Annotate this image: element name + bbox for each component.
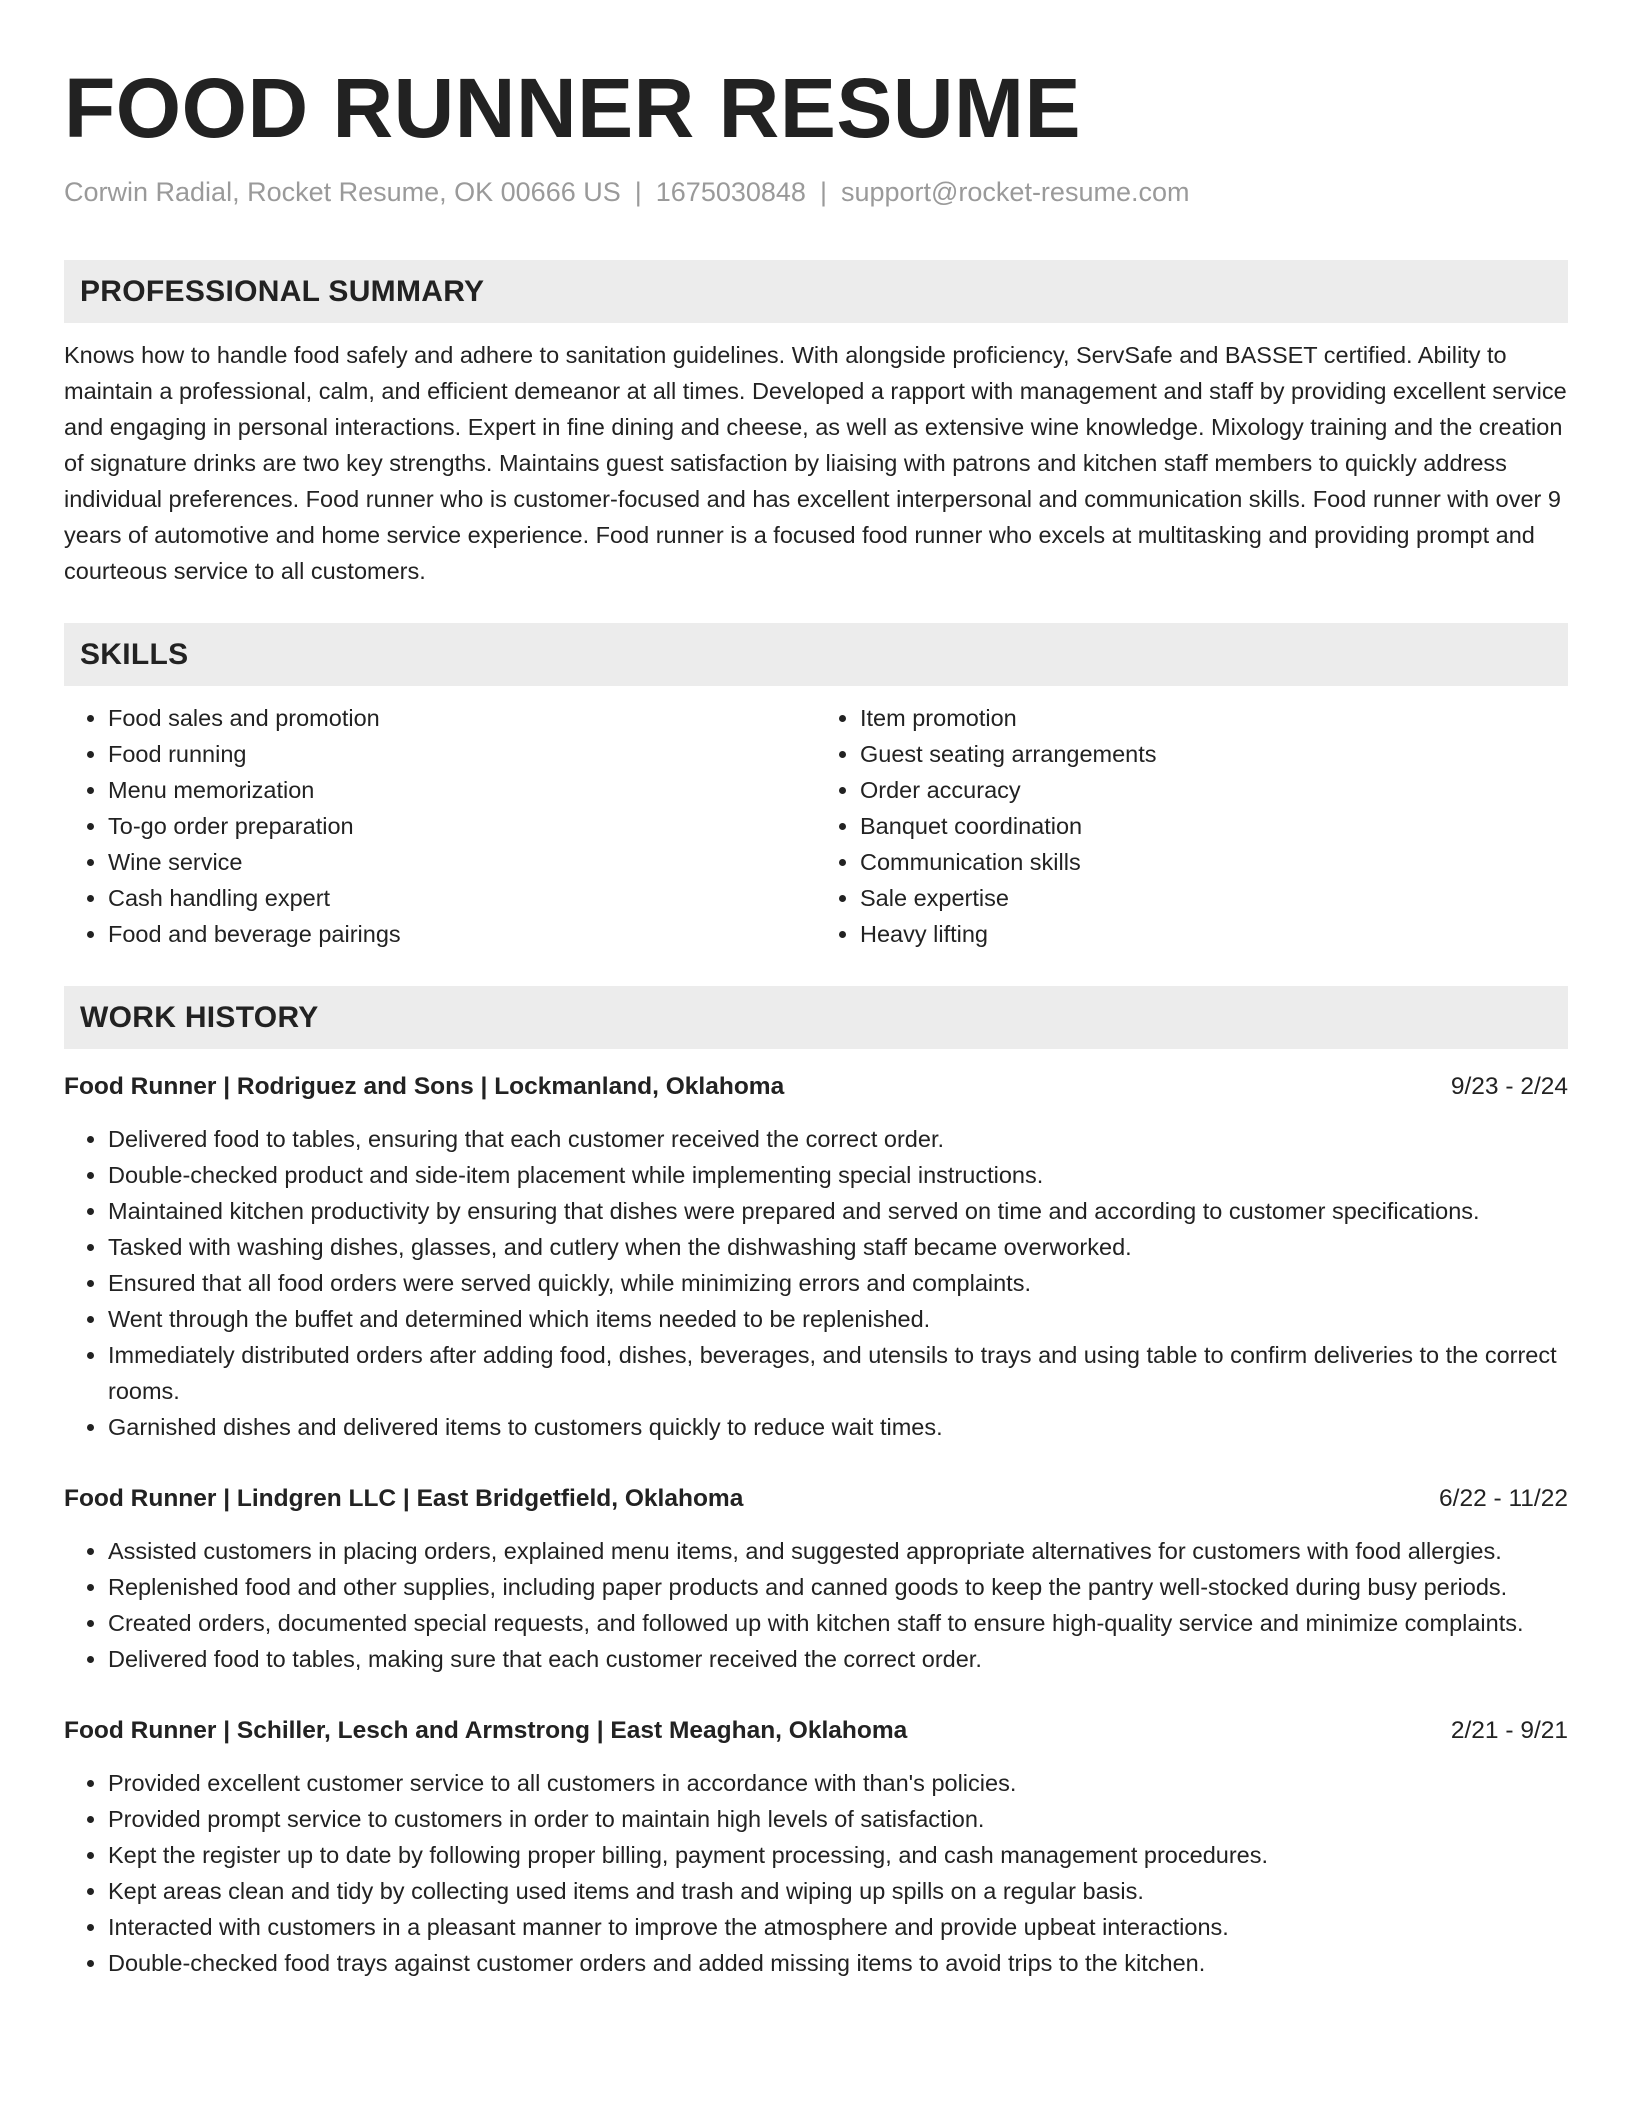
- job-bullet: • Kept the register up to date by following proper billing, payment processing, and cash management procedures.: [108, 1837, 1568, 1873]
- skill-item: • Wine service: [108, 844, 816, 880]
- skill-item: • Item promotion: [860, 700, 1568, 736]
- job-bullet: • Maintained kitchen productivity by ensuring that dishes were prepared and served on time and according to customer specifications.: [108, 1193, 1568, 1229]
- section-header: [64, 260, 1568, 323]
- job-bullet: • Replenished food and other supplies, including paper products and canned goods to keep the pantry well-stocked during busy periods.: [108, 1569, 1568, 1605]
- job-bullets: [64, 1121, 1568, 1445]
- job-bullet: • Tasked with washing dishes, glasses, and cutlery when the dishwashing staff became overworked.: [108, 1229, 1568, 1265]
- skill-item: • Communication skills: [860, 844, 1568, 880]
- summary-text: Knows how to handle food safely and adhere to sanitation guidelines. With alongside proficiency, ServSafe and BASSET certified. Ability to maintain a professional, calm, and efficient demeanor at all times. Developed a rapport with management and staff by providing excellent service and engaging in personal interactions. Expert in fine dining and cheese, as well as extensive wine knowledge. Mixology training and the creation of signature drinks are two key strengths. Maintains guest satisfaction by liaising with patrons and kitchen staff members to quickly address individual preferences. Food runner who is customer-focused and has excellent interpersonal and communication skills. Food runner with over 9 years of automotive and home service experience. Food runner is a focused food runner who excels at multitasking and providing prompt and courteous service to all customers.: [64, 342, 1567, 584]
- job-title: Food Runner | Schiller, Lesch and Armstrong | East Meaghan, Oklahoma: [64, 1717, 908, 1744]
- job-bullet: • Ensured that all food orders were served quickly, while minimizing errors and complaints.: [108, 1265, 1568, 1301]
- skill-item: • Cash handling expert: [108, 880, 816, 916]
- contact-separator: |: [819, 177, 827, 207]
- job-bullet: • Delivered food to tables, ensuring that each customer received the correct order.: [108, 1121, 1568, 1157]
- job-bullet: • Interacted with customers in a pleasant manner to improve the atmosphere and provide upbeat interactions.: [108, 1909, 1568, 1945]
- job-dates: 6/22 - 11/22: [1439, 1485, 1568, 1512]
- job-bullet: • Assisted customers in placing orders, explained menu items, and suggested appropriate alternatives for customers with food allergies.: [108, 1533, 1568, 1569]
- skill-item: • Menu memorization: [108, 772, 816, 808]
- contact-address: Corwin Radial, Rocket Resume, OK 00666 US: [64, 177, 621, 207]
- skills-section: [64, 623, 1568, 952]
- work-history-section: [64, 986, 1568, 1981]
- job-entry: [64, 1069, 1568, 1445]
- job-bullet: • Provided excellent customer service to all customers in accordance with than's policies.: [108, 1765, 1568, 1801]
- contact-line: [64, 174, 1568, 210]
- job-bullet: • Provided prompt service to customers in order to maintain high levels of satisfaction.: [108, 1801, 1568, 1837]
- skills-grid: [64, 700, 1568, 952]
- job-dates: 2/21 - 9/21: [1450, 1717, 1568, 1744]
- job-bullet: • Double-checked product and side-item placement while implementing special instructions.: [108, 1157, 1568, 1193]
- job-bullet: • Kept areas clean and tidy by collecting used items and trash and wiping up spills on a regular basis.: [108, 1873, 1568, 1909]
- job-bullet: • Delivered food to tables, making sure that each customer received the correct order.: [108, 1641, 1568, 1677]
- job-bullet: • Went through the buffet and determined which items needed to be replenished.: [108, 1301, 1568, 1337]
- job-bullet: • Created orders, documented special requests, and followed up with kitchen staff to ensure high-quality service and minimize complaints.: [108, 1605, 1568, 1641]
- section-heading-summary: PROFESSIONAL SUMMARY: [80, 274, 485, 308]
- skills-column-right: [816, 700, 1568, 952]
- skill-item: • Sale expertise: [860, 880, 1568, 916]
- skill-item: • Guest seating arrangements: [860, 736, 1568, 772]
- contact-email: support@rocket-resume.com: [840, 177, 1190, 207]
- job-title: Food Runner | Rodriguez and Sons | Lockmanland, Oklahoma: [64, 1073, 785, 1100]
- job-title: Food Runner | Lindgren LLC | East Bridgetfield, Oklahoma: [64, 1485, 744, 1512]
- skill-item: • Order accuracy: [860, 772, 1568, 808]
- job-header: [64, 1069, 1568, 1105]
- contact-separator: |: [634, 177, 642, 207]
- contact-phone: 1675030848: [655, 177, 806, 207]
- section-header: [64, 623, 1568, 686]
- professional-summary-section: [64, 260, 1568, 589]
- skill-item: • Food and beverage pairings: [108, 916, 816, 952]
- job-header: [64, 1481, 1568, 1517]
- skill-item: • To-go order preparation: [108, 808, 816, 844]
- job-bullet: • Immediately distributed orders after adding food, dishes, beverages, and utensils to trays and using table to confirm deliveries to the correct rooms.: [108, 1337, 1568, 1409]
- section-heading-work: WORK HISTORY: [80, 1000, 319, 1034]
- section-heading-skills: SKILLS: [80, 637, 189, 671]
- resume-title: FOOD RUNNER RESUME: [64, 61, 1082, 155]
- section-header: [64, 986, 1568, 1049]
- job-bullets: [64, 1765, 1568, 1981]
- skill-item: • Food running: [108, 736, 816, 772]
- job-bullet: • Garnished dishes and delivered items to customers quickly to reduce wait times.: [108, 1409, 1568, 1445]
- job-header: [64, 1713, 1568, 1749]
- skill-item: • Heavy lifting: [860, 916, 1568, 952]
- job-dates: 9/23 - 2/24: [1450, 1073, 1568, 1100]
- skills-column-left: [64, 700, 816, 952]
- skill-item: • Banquet coordination: [860, 808, 1568, 844]
- job-bullet: • Double-checked food trays against customer orders and added missing items to avoid trips to the kitchen.: [108, 1945, 1568, 1981]
- job-entry: [64, 1481, 1568, 1677]
- skill-item: • Food sales and promotion: [108, 700, 816, 736]
- job-entry: [64, 1713, 1568, 1981]
- job-bullets: [64, 1533, 1568, 1677]
